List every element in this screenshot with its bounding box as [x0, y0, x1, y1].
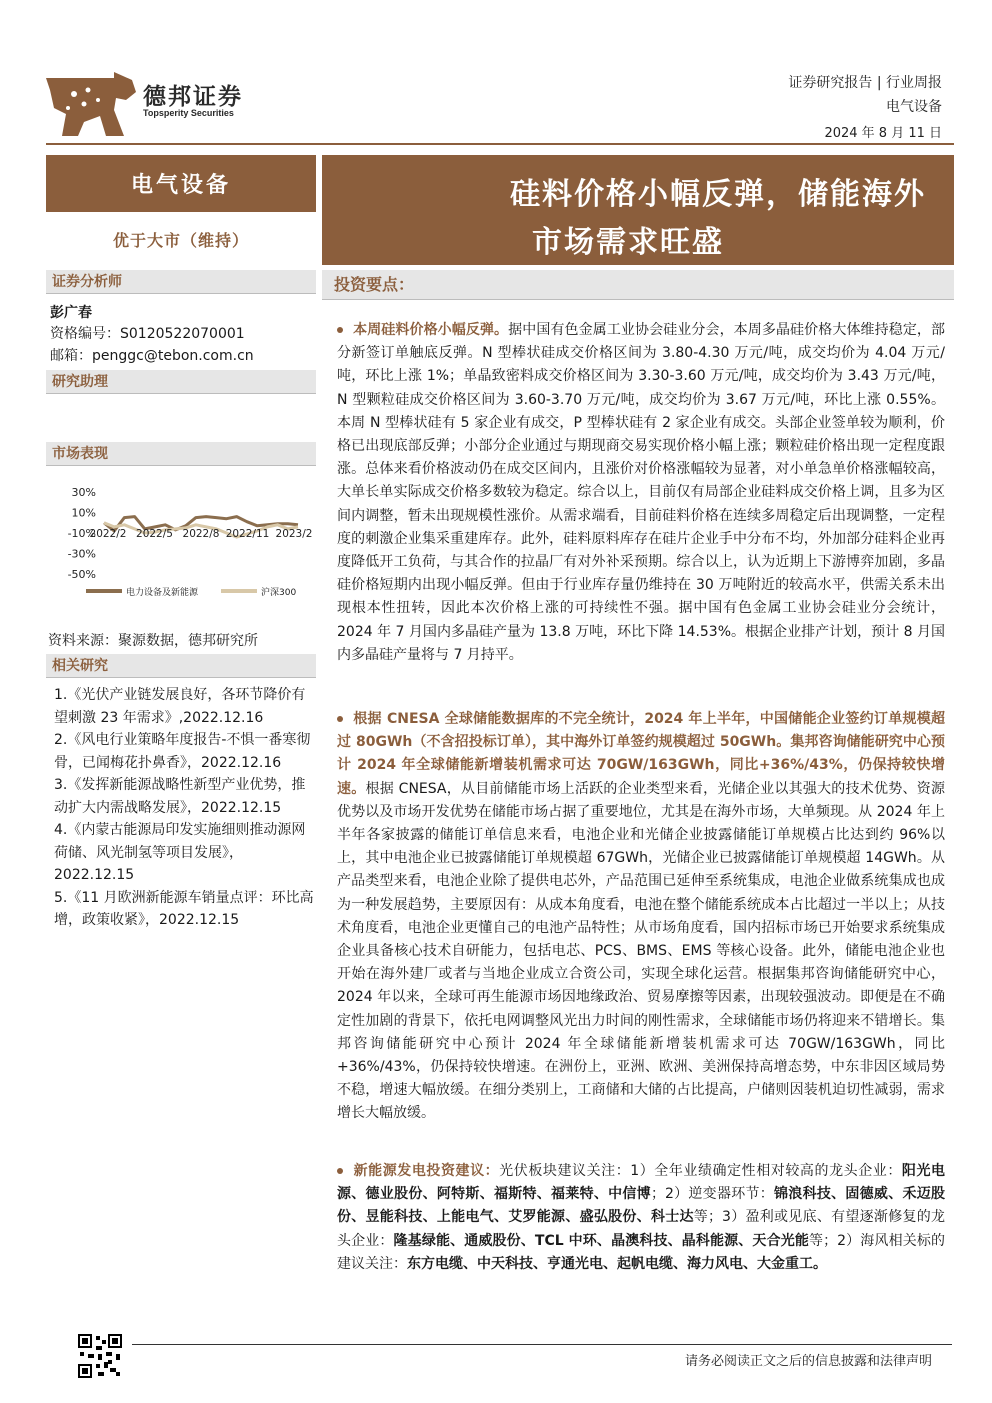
related-section-header: 相关研究: [46, 654, 316, 678]
advice-text: 等；3）盈利或见底、有望逐渐修复的龙头企业：: [337, 1209, 946, 1249]
point-lead: 根据 CNESA 全球储能数据库的不完全统计，2024 年上半年，中国储能企业签约订单规模超过 80GWh（不含招投标订单），其中海外订单签约规模超过 50GWh。集邦咨询储能研究中心预计 2024 年全球储能新增装机需求可达 70GW/163GWh，同比+36%/43%，仍保持较快增速。: [337, 711, 945, 797]
report-title: [322, 155, 954, 265]
brand-name-en: Topsperity Securities: [143, 108, 234, 118]
advice-text: 等；2）海风相关标的建议关注：: [337, 1232, 945, 1272]
header-industry: 电气设备: [886, 99, 942, 115]
point-text: 据中国有色金属工业协会硅业分会，本周多晶硅价格大体维持稳定，部分新签订单触底反弹。N 型棒状硅成交价格区间为 3.80-4.30 万元/吨，成交均价为 4.04 万元/吨，环比上涨 1%；单晶致密料成交价格区间为 3.30-3.60 万元/吨，成交均价为 3.43 万元/吨，N 型颗粒硅成交价格区间为 3.60-3.70 万元/吨，成交均价为 3.67 万元/吨，环比上涨 0.55%。本周 N 型棒状硅有 5 家企业有成交，P 型棒状硅有 2 家企业有成交。头部企业签单较为顺利，价格已出现底部反弹；小部分企业通过与期现商交易实现价格小幅上涨；颗粒硅价格出现一定程度跟涨。总体来看价格波动仍在成交区间内，且涨价对价格涨幅较为显著，对小单急单价格涨幅较高，大单长单实际成交价格多数较为稳定。综合以上，目前仅有局部企业硅料成交价格上调，且多为区间内调整，暂未出现规模性涨价。从需求端看，目前硅料价格在连续多周稳定后出现调整，一定程度的刺激企业集采重建库存。此外，硅料原料库存在硅片企业手中分布不均，外加部分硅料企业再度降低开工负荷，与其合作的拉晶厂有对外补采预期。综合以上，认为近期上下游博弈加剧，多晶硅价格短期内出现小幅反弹。但由于行业库存量仍维持在 30 万吨附近的较高水平，供需关系未出现根本性扭转，因此本次价格上涨的可持续性不强。据中国有色金属工业协会硅业分会统计，2024 年 7 月国内多晶硅产量为 13.8 万吨，环比下降 14.53%。根据企业排产计划，预计 8 月国内多晶硅产量将与 7 月持平。: [337, 322, 946, 663]
point-lead: 本周硅料价格小幅反弹。: [353, 322, 509, 338]
analyst-name: 彭广春: [50, 305, 92, 321]
x-tick-label: 2023/2: [275, 528, 313, 540]
footer-disclaimer[interactable]: 请务必阅读正文之后的信息披露和法律声明: [684, 1354, 932, 1369]
advice-stocks: 东方电缆、中天科技、亨通光电、起帆电缆、海力风电、大金重工。: [407, 1255, 827, 1272]
market-section-header: 市场表现: [46, 442, 316, 466]
company-logo: [44, 70, 139, 140]
x-tick-label: 2022/8: [182, 528, 220, 540]
analyst-email[interactable]: 邮箱：penggc@tebon.com.cn: [50, 348, 254, 364]
y-tick-label: -10%: [67, 527, 96, 540]
bullet-icon: [337, 1168, 343, 1174]
analyst-section-header: 证券分析师: [46, 270, 316, 294]
point-storage: [337, 708, 945, 1126]
related-item[interactable]: 3.《发挥新能源战略性新型产业优势，推动扩大内需战略发展》，2022.12.15: [54, 777, 306, 816]
advice-stocks: 阳光电源、德业股份、阿特斯、福斯特、福莱特、中信博: [337, 1163, 946, 1203]
related-item[interactable]: 1.《光伏产业链发展良好，各环节降价有望刺激 23 年需求》,2022.12.16: [54, 687, 306, 726]
brand-name: 德邦证券: [143, 84, 243, 110]
y-tick-label: 30%: [71, 486, 96, 499]
related-item[interactable]: 2.《风电行业策略年度报告-不惧一番寒彻骨，已闻梅花扑鼻香》，2022.12.16: [54, 732, 311, 771]
footer-divider: [132, 1344, 952, 1345]
legend-label: 电力设备及新能源: [126, 588, 199, 598]
sector-label: 电气设备: [46, 155, 316, 212]
advice-stocks: 锦浪科技、固德威、禾迈股份、昱能科技、上能电气、艾罗能源、盛弘股份、科士达: [337, 1186, 946, 1226]
point-silicon: [337, 319, 945, 667]
y-tick-label: -50%: [67, 568, 96, 581]
x-tick-label: 2022/5: [136, 528, 173, 540]
analyst-cert: 资格编号：S0120522070001: [50, 326, 245, 342]
report-date: 2024 年 8 月 11 日: [824, 126, 942, 141]
market-chart-svg: [46, 474, 316, 604]
y-tick-label: 10%: [71, 506, 96, 520]
title-line-1: 硅料价格小幅反弹，储能海外: [510, 177, 926, 212]
advice-text: ；2）逆变器环节：: [650, 1186, 775, 1203]
title-line-2: 市场需求旺盛: [532, 225, 724, 260]
market-chart: [46, 474, 316, 604]
legend-label: 沪深300: [261, 588, 297, 598]
bullet-icon: [337, 716, 343, 722]
advice-text: 光伏板块建议关注：1）全年业绩确定性相对较高的龙头企业：: [499, 1163, 902, 1179]
related-item[interactable]: 5.《11 月欧洲新能源车销量点评：环比高增，政策收紧》，2022.12.15: [54, 889, 314, 928]
point-text: 根据 CNESA，从目前储能市场上活跃的企业类型来看，光储企业以其强大的技术优势、资源优势以及市场开发优势在储能市场占据了重要地位，尤其是在海外市场，大单频现。从 2024 年上半年各家披露的储能订单信息来看，电池企业和光储企业披露储能订单规模占比达到约 96%以上，其中电池企业已披露储能订单规模超 67GWh，光储企业已披露储能订单规模超 14GWh。从产品类型来看，电池企业除了提供电芯外，产品范围已延伸至系统集成，电池企业做系统集成也成为一种发展趋势，主要原因有：从成本角度看，电池在整个储能系统成本占比超过一半以上；从技术角度看，电池企业更懂自己的电池产品特性；从市场角度看，国内招标市场已开始要求系统集成企业具备核心技术自研能力，包括电芯、PCS、BMS、EMS 等核心设备。此外，储能电池企业也开始在海外建厂或者与当地企业成立合资公司，实现全球化运营。根据集邦咨询储能研究中心，2024 年以来，全球可再生能源市场因地缘政治、贸易摩擦等因素，出现较强波动。即便是在不确定性加剧的背景下，依托电网调整风光出力时间的刚性需求，全球储能市场仍将迎来不错增长。集邦咨询储能研究中心预计 2024 年全球储能新增装机需求可达 70GW/163GWh，同比+36%/43%，仍保持较快增速。在洲份上，亚洲、欧洲、美洲保持高增态势，中东非因区域局势不稳，增速大幅放缓。在细分类别上，工商储和大储的占比提高，户储则因装机迫切性减弱，需求增长大幅放缓。: [337, 780, 946, 1122]
point-lead: 新能源发电投资建议：: [353, 1163, 500, 1179]
x-tick-label: 2022/2: [89, 528, 127, 540]
advice-stocks: 隆基绿能、通威股份、TCL 中环、晶澳科技、晶科能源、天合光能: [393, 1232, 809, 1249]
qr-code-icon: [78, 1334, 122, 1378]
y-tick-label: -30%: [67, 547, 96, 561]
x-tick-label: 2022/11: [225, 528, 270, 540]
rating: 优于大市（维持）: [112, 231, 249, 250]
header-divider: [46, 143, 954, 145]
assistant-section-header: 研究助理: [46, 370, 316, 394]
point-invest-advice: [337, 1160, 945, 1276]
chart-source: 资料来源：聚源数据，德邦研究所: [48, 633, 258, 649]
report-type: 证券研究报告 | 行业周报: [788, 75, 942, 91]
related-item[interactable]: 4.《内蒙古能源局印发实施细则推动源网荷储、风光制氢等项目发展》，2022.12.15: [54, 822, 306, 883]
invest-section-header: 投资要点：: [322, 270, 954, 300]
related-list: [54, 684, 316, 932]
bullet-icon: [337, 327, 343, 333]
